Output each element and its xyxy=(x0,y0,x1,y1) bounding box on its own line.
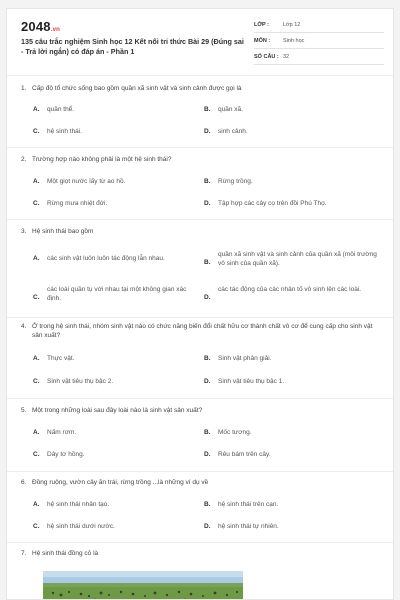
option-text: quần thể. xyxy=(47,106,75,113)
site-logo[interactable] xyxy=(21,19,60,34)
question-text: Trường hợp nào không phải là một hệ sinh thái? xyxy=(32,156,172,163)
question-text: Ở trong hệ sinh thái, nhóm sinh vật nào có chức năng biến đổi chất hữu cơ thành chất vô cơ để cung cấp cho sinh vật sản xuất? xyxy=(32,323,373,339)
divider xyxy=(7,147,394,148)
question-3 xyxy=(21,227,381,236)
option-letter: D. xyxy=(204,200,211,207)
document-header xyxy=(7,9,393,69)
divider xyxy=(7,317,394,318)
option-text: hệ sinh thái tự nhiên. xyxy=(218,523,279,530)
divider xyxy=(7,219,394,220)
meta-value: Lớp 12 xyxy=(283,21,301,28)
option-letter: A. xyxy=(33,355,40,362)
grassland-photo-svg xyxy=(43,571,243,600)
option-text: Sinh vật phân giải. xyxy=(218,355,272,362)
option-letter: C. xyxy=(33,523,40,530)
meta-row-subject xyxy=(254,33,384,49)
option-text: Sinh vật tiêu thụ bậc 2. xyxy=(47,378,114,385)
meta-value: Sinh học xyxy=(283,37,305,44)
option-letter: A. xyxy=(33,501,40,508)
option-text: các sinh vật luôn luôn tác động lẫn nhau. xyxy=(47,255,165,262)
question-number: 4. xyxy=(21,323,27,330)
option-text: hệ sinh thái nhân tạo. xyxy=(47,501,110,508)
option-letter: C. xyxy=(33,294,40,301)
meta-row-class xyxy=(254,17,384,33)
question-text: Hệ sinh thái bao gồm xyxy=(32,228,94,235)
divider xyxy=(7,75,394,76)
option-text: hệ sinh thái trên cạn. xyxy=(218,501,279,508)
option-letter: A. xyxy=(33,178,40,185)
divider xyxy=(7,542,394,543)
meta-row-count xyxy=(254,49,384,65)
question-text: Cấp độ tổ chức sống bao gồm quần xã sinh vật và sinh cảnh được gọi là xyxy=(32,85,242,92)
option-letter: C. xyxy=(33,378,40,385)
option-text: Mốc tương. xyxy=(218,429,252,436)
option-letter: D. xyxy=(204,294,211,301)
option-letter: D. xyxy=(204,128,211,135)
page-title: 135 câu trắc nghiệm Sinh học 12 Kết nối tri thức Bài 29 (Đúng sai - Trả lời ngắn) có đáp án - Phần 1 xyxy=(21,37,244,56)
question-number: 2. xyxy=(21,156,27,163)
question-4 xyxy=(21,322,381,339)
option-text: Rừng mưa nhiệt đới. xyxy=(47,200,108,207)
option-letter: C. xyxy=(33,451,40,458)
option-text: Tập hợp các cây cọ trên đồi Phú Thọ. xyxy=(218,200,327,207)
option-letter: B. xyxy=(204,501,211,508)
question-1 xyxy=(21,84,381,93)
document-page xyxy=(6,8,394,600)
option-letter: D. xyxy=(204,451,211,458)
option-text: Nấm rơm. xyxy=(47,429,77,436)
option-text: Một giọt nước lấy từ ao hồ. xyxy=(47,178,126,185)
question-7 xyxy=(21,549,381,558)
question-number: 1. xyxy=(21,85,27,92)
option-text: Rừng trồng. xyxy=(218,178,253,185)
option-text: quần xã. xyxy=(218,106,243,113)
option-letter: B. xyxy=(204,178,211,185)
grassland-photo xyxy=(43,571,243,600)
meta-key: MÔN : xyxy=(254,37,271,44)
option-letter: C. xyxy=(33,200,40,207)
question-6 xyxy=(21,478,381,487)
option-letter: B. xyxy=(204,106,211,113)
divider xyxy=(7,398,394,399)
option-letter: B. xyxy=(204,355,211,362)
question-number: 5. xyxy=(21,407,27,414)
option-letter: D. xyxy=(204,523,211,530)
option-text: hệ sinh thái. xyxy=(47,128,83,135)
option-text: Sinh vật tiêu thụ bậc 1. xyxy=(218,378,285,385)
option-text: Rêu bám trên cây. xyxy=(218,451,271,458)
meta-table xyxy=(254,17,384,65)
meta-key: LỚP : xyxy=(254,21,269,28)
option-letter: C. xyxy=(33,128,40,135)
question-text: Hệ sinh thái đồng cỏ là xyxy=(32,550,99,557)
logo-tld: .vn xyxy=(50,27,61,33)
question-text: Một trong những loài sau đây loài nào là sinh vật sản xuất? xyxy=(32,407,203,414)
option-letter: D. xyxy=(204,378,211,385)
option-letter: A. xyxy=(33,255,40,262)
option-text: Thực vật. xyxy=(47,355,75,362)
option-text: các tác động của các nhân tố vô sinh lên các loài. xyxy=(218,286,362,293)
option-text: quần xã sinh vật và sinh cảnh của quần xã (môi trường vô sinh của quần xã). xyxy=(218,251,377,267)
question-text: Đồng ruộng, vườn cây ăn trái, rừng trồng ...là những ví dụ về xyxy=(32,479,209,486)
option-letter: B. xyxy=(204,259,211,266)
question-number: 7. xyxy=(21,550,27,557)
option-text: sinh cảnh. xyxy=(218,128,248,135)
option-letter: A. xyxy=(33,106,40,113)
option-text: Dây tơ hồng. xyxy=(47,451,85,458)
option-text: hệ sinh thái dưới nước. xyxy=(47,523,115,530)
option-letter: B. xyxy=(204,429,211,436)
option-text: các loài quần tụ với nhau tại một không gian xác định. xyxy=(47,286,187,302)
option-letter: A. xyxy=(33,429,40,436)
divider xyxy=(7,471,394,472)
meta-value: 32 xyxy=(283,53,290,60)
logo-main: 2048 xyxy=(21,19,51,34)
question-5 xyxy=(21,406,381,415)
meta-key: SỐ CÂU : xyxy=(254,53,279,60)
question-number: 3. xyxy=(21,228,27,235)
question-number: 6. xyxy=(21,479,27,486)
question-2 xyxy=(21,155,381,164)
